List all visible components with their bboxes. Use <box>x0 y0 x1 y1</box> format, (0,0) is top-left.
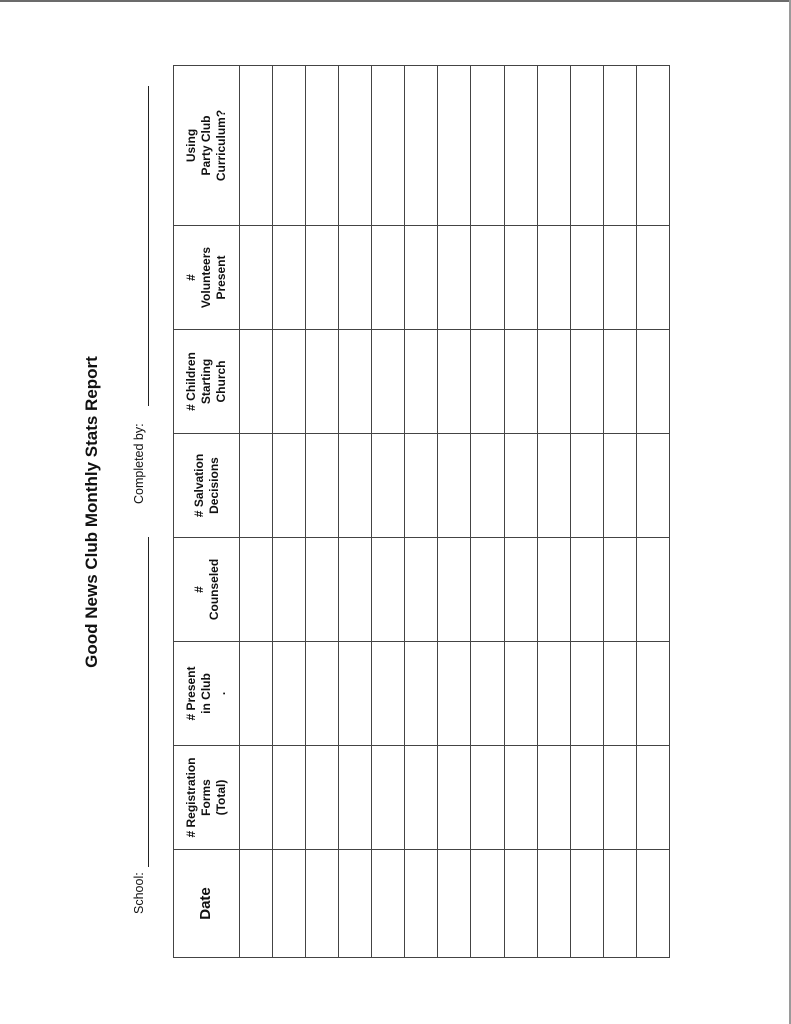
table-cell[interactable] <box>372 538 405 642</box>
table-cell[interactable] <box>537 66 570 226</box>
table-row <box>504 66 537 958</box>
table-cell[interactable] <box>240 330 273 434</box>
table-cell[interactable] <box>537 538 570 642</box>
table-cell[interactable] <box>636 538 669 642</box>
table-row <box>438 66 471 958</box>
table-cell[interactable] <box>471 850 504 958</box>
table-cell[interactable] <box>471 226 504 330</box>
table-cell[interactable] <box>537 746 570 850</box>
header-row <box>174 66 240 958</box>
table-cell[interactable] <box>603 538 636 642</box>
column-header-present-in-club: # Present in Club . <box>174 642 240 746</box>
table-cell[interactable] <box>372 226 405 330</box>
column-header-party-club-curriculum: Using Party Club Curriculum? <box>174 66 240 226</box>
table-cell[interactable] <box>438 434 471 538</box>
table-cell[interactable] <box>504 850 537 958</box>
table-cell[interactable] <box>240 642 273 746</box>
table-cell[interactable] <box>405 642 438 746</box>
table-cell[interactable] <box>438 850 471 958</box>
table-cell[interactable] <box>339 330 372 434</box>
completed-by-label: Completed by: <box>132 423 146 504</box>
table-row <box>570 66 603 958</box>
report-title: Good News Club Monthly Stats Report <box>82 356 101 668</box>
table-row <box>636 66 669 958</box>
table-cell[interactable] <box>372 746 405 850</box>
table-cell[interactable] <box>636 66 669 226</box>
table-cell[interactable] <box>438 66 471 226</box>
table-cell[interactable] <box>603 330 636 434</box>
completed-by-field[interactable] <box>148 86 149 406</box>
table-cell[interactable] <box>471 434 504 538</box>
table-cell[interactable] <box>537 330 570 434</box>
column-header-volunteers-present: # Volunteers Present <box>174 226 240 330</box>
column-header-counseled: # Counseled <box>174 538 240 642</box>
table-cell[interactable] <box>240 226 273 330</box>
table-cell[interactable] <box>273 330 306 434</box>
table-cell[interactable] <box>636 850 669 958</box>
table-cell[interactable] <box>471 642 504 746</box>
table-cell[interactable] <box>306 66 339 226</box>
table-cell[interactable] <box>537 850 570 958</box>
table-cell[interactable] <box>636 330 669 434</box>
table-cell[interactable] <box>372 66 405 226</box>
table-cell[interactable] <box>306 226 339 330</box>
table-row <box>273 66 306 958</box>
table-cell[interactable] <box>471 538 504 642</box>
column-header-children-starting-church: # Children Starting Church <box>174 330 240 434</box>
table-cell[interactable] <box>405 538 438 642</box>
table-cell[interactable] <box>504 434 537 538</box>
table-cell[interactable] <box>306 746 339 850</box>
table-cell[interactable] <box>504 538 537 642</box>
table-cell[interactable] <box>405 226 438 330</box>
table-cell[interactable] <box>603 434 636 538</box>
table-cell[interactable] <box>603 850 636 958</box>
table-cell[interactable] <box>372 330 405 434</box>
table-row <box>471 66 504 958</box>
table-cell[interactable] <box>471 330 504 434</box>
table-cell[interactable] <box>438 746 471 850</box>
school-label: School: <box>132 872 146 914</box>
table-cell[interactable] <box>240 66 273 226</box>
table-cell[interactable] <box>570 642 603 746</box>
table-cell[interactable] <box>306 538 339 642</box>
table-cell[interactable] <box>537 434 570 538</box>
table-cell[interactable] <box>504 330 537 434</box>
table-cell[interactable] <box>339 66 372 226</box>
table-cell[interactable] <box>603 66 636 226</box>
column-header-date: Date <box>174 850 240 958</box>
table-cell[interactable] <box>570 746 603 850</box>
column-header-registration-forms: # Registration Forms (Total) <box>174 746 240 850</box>
table-cell[interactable] <box>339 642 372 746</box>
table-cell[interactable] <box>603 226 636 330</box>
table-cell[interactable] <box>405 434 438 538</box>
table-cell[interactable] <box>537 226 570 330</box>
table-row <box>603 66 636 958</box>
table-cell[interactable] <box>240 746 273 850</box>
column-header-salvation-decisions: # Salvation Decisions <box>174 434 240 538</box>
table-cell[interactable] <box>273 642 306 746</box>
table-cell[interactable] <box>471 746 504 850</box>
table-cell[interactable] <box>636 226 669 330</box>
table-cell[interactable] <box>603 642 636 746</box>
table-row <box>240 66 273 958</box>
table-row <box>306 66 339 958</box>
table-cell[interactable] <box>339 850 372 958</box>
table-cell[interactable] <box>570 434 603 538</box>
table-cell[interactable] <box>636 642 669 746</box>
table-cell[interactable] <box>636 746 669 850</box>
table-cell[interactable] <box>273 850 306 958</box>
table-cell[interactable] <box>570 538 603 642</box>
table-cell[interactable] <box>306 642 339 746</box>
table-cell[interactable] <box>603 746 636 850</box>
table-cell[interactable] <box>306 434 339 538</box>
table-cell[interactable] <box>273 746 306 850</box>
table-cell[interactable] <box>537 642 570 746</box>
table-cell[interactable] <box>339 746 372 850</box>
table-cell[interactable] <box>339 226 372 330</box>
table-body <box>240 66 670 958</box>
table-cell[interactable] <box>570 66 603 226</box>
table-row <box>405 66 438 958</box>
table-cell[interactable] <box>405 330 438 434</box>
table-cell[interactable] <box>372 642 405 746</box>
table-cell[interactable] <box>273 434 306 538</box>
table-cell[interactable] <box>405 66 438 226</box>
table-cell[interactable] <box>438 226 471 330</box>
table-cell[interactable] <box>438 330 471 434</box>
table-cell[interactable] <box>471 66 504 226</box>
stats-table <box>173 65 670 958</box>
table-cell[interactable] <box>570 226 603 330</box>
table-cell[interactable] <box>570 850 603 958</box>
table-cell[interactable] <box>504 66 537 226</box>
table-cell[interactable] <box>438 642 471 746</box>
table-cell[interactable] <box>438 538 471 642</box>
table-cell[interactable] <box>372 850 405 958</box>
table-cell[interactable] <box>273 66 306 226</box>
school-field[interactable] <box>148 537 149 867</box>
table-row <box>537 66 570 958</box>
table-cell[interactable] <box>339 538 372 642</box>
table-cell[interactable] <box>339 434 372 538</box>
table-cell[interactable] <box>240 850 273 958</box>
table-row <box>372 66 405 958</box>
table-cell[interactable] <box>240 538 273 642</box>
table-cell[interactable] <box>273 538 306 642</box>
table-cell[interactable] <box>306 330 339 434</box>
table-cell[interactable] <box>306 850 339 958</box>
table-cell[interactable] <box>504 226 537 330</box>
table-cell[interactable] <box>636 434 669 538</box>
table-cell[interactable] <box>504 746 537 850</box>
table-cell[interactable] <box>372 434 405 538</box>
table-cell[interactable] <box>570 330 603 434</box>
table-cell[interactable] <box>405 746 438 850</box>
table-cell[interactable] <box>504 642 537 746</box>
table-row <box>339 66 372 958</box>
table-cell[interactable] <box>405 850 438 958</box>
table-cell[interactable] <box>273 226 306 330</box>
table-cell[interactable] <box>240 434 273 538</box>
